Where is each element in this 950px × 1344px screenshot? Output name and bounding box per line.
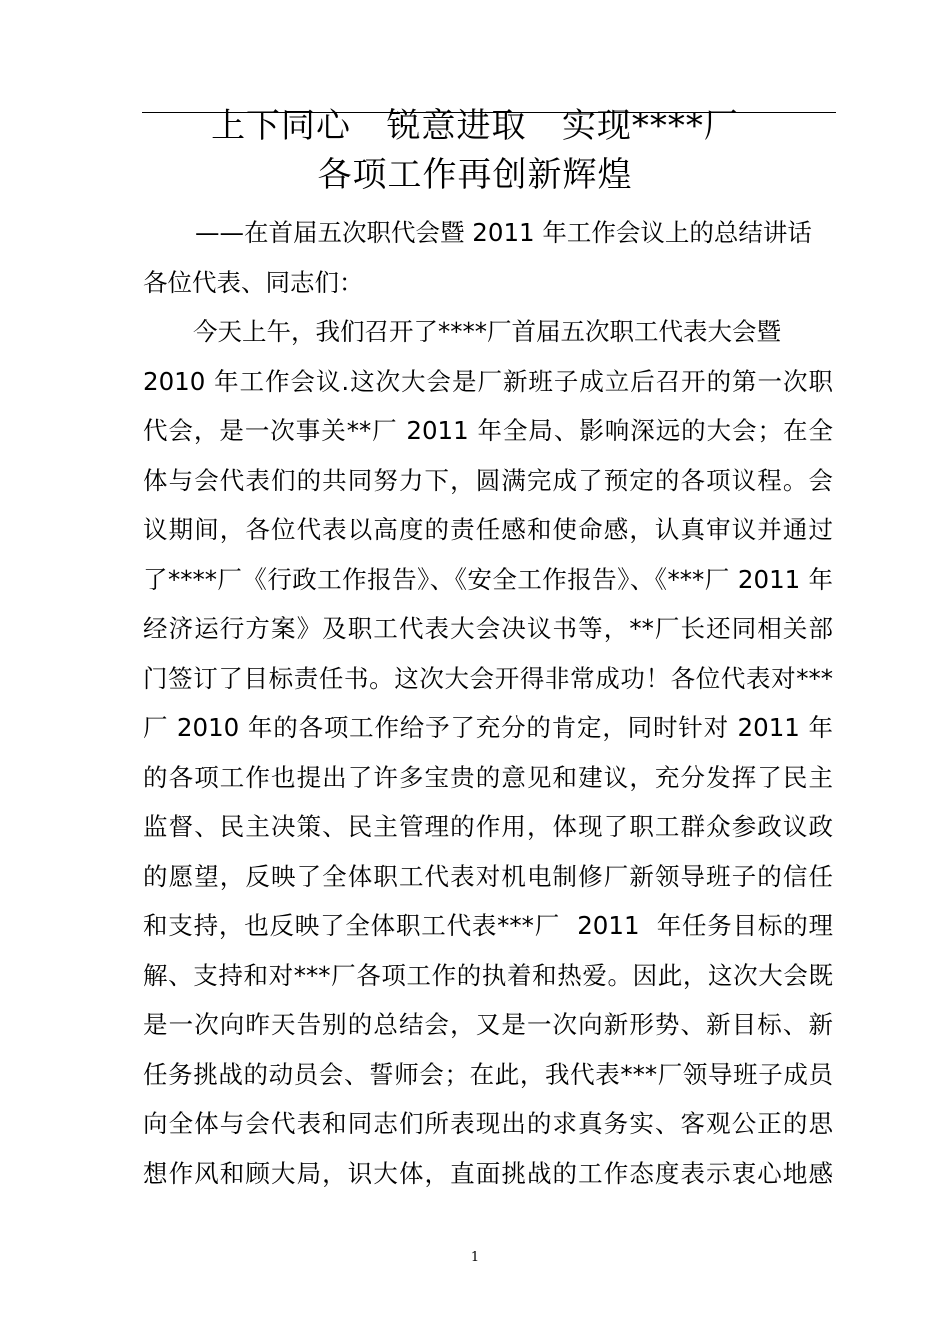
- document-body: [143, 208, 833, 1198]
- body-line: 今天上午，我们召开了****厂首届五次职工代表大会暨: [193, 317, 781, 346]
- page-number: 1: [470, 1250, 480, 1265]
- salutation: 各位代表、同志们：: [143, 267, 364, 297]
- body-line: 体与会代表们的共同努力下，圆满完成了预定的各项议程。会: [143, 465, 833, 495]
- body-line: 2010 年工作会议.这次大会是厂新班子成立后召开的第一次职: [143, 366, 833, 396]
- body-line: 监督、民主决策、民主管理的作用，体现了职工群众参政议政: [143, 812, 833, 841]
- body-line: 门签订了目标责任书。这次大会开得非常成功！各位代表对***: [143, 663, 833, 693]
- title-line-2: 各项工作再创新辉煌: [317, 155, 633, 195]
- body-paragraph: [143, 307, 833, 1198]
- subtitle: ——在首届五次职代会暨 2011 年工作会议上的总结讲话: [195, 218, 812, 247]
- body-line: 解、支持和对***厂各项工作的执着和热爱。因此，这次大会既: [143, 960, 833, 990]
- body-line: 是一次向昨天告别的总结会，又是一次向新形势、新目标、新: [143, 1010, 833, 1039]
- body-line: 议期间，各位代表以高度的责任感和使命感，认真审议并通过: [143, 515, 833, 544]
- body-line: 和支持，也反映了全体职工代表***厂 2011 年任务目标的理: [143, 911, 833, 940]
- body-line: 任务挑战的动员会、誓师会；在此，我代表***厂领导班子成员: [143, 1059, 833, 1089]
- body-line: 的愿望，反映了全体职工代表对机电制修厂新领导班子的信任: [143, 861, 833, 891]
- body-line: 厂 2010 年的各项工作给予了充分的肯定，同时针对 2011 年: [143, 713, 833, 742]
- body-line: 了****厂《行政工作报告》、《安全工作报告》、《***厂 2011 年: [143, 564, 833, 594]
- body-line: 想作风和顾大局，识大体，直面挑战的工作态度表示衷心地感: [143, 1158, 833, 1188]
- body-line: 经济运行方案》及职工代表大会决议书等，**厂长还同相关部: [143, 614, 833, 643]
- body-line: 的各项工作也提出了许多宝贵的意见和建议，充分发挥了民主: [143, 762, 833, 792]
- body-line: 代会，是一次事关**厂 2011 年全局、影响深远的大会；在全: [143, 416, 833, 445]
- title-line-1: 上下同心 锐意进取 实现****厂: [211, 106, 739, 146]
- body-line: 向全体与会代表和同志们所表现出的求真务实、客观公正的思: [143, 1109, 833, 1138]
